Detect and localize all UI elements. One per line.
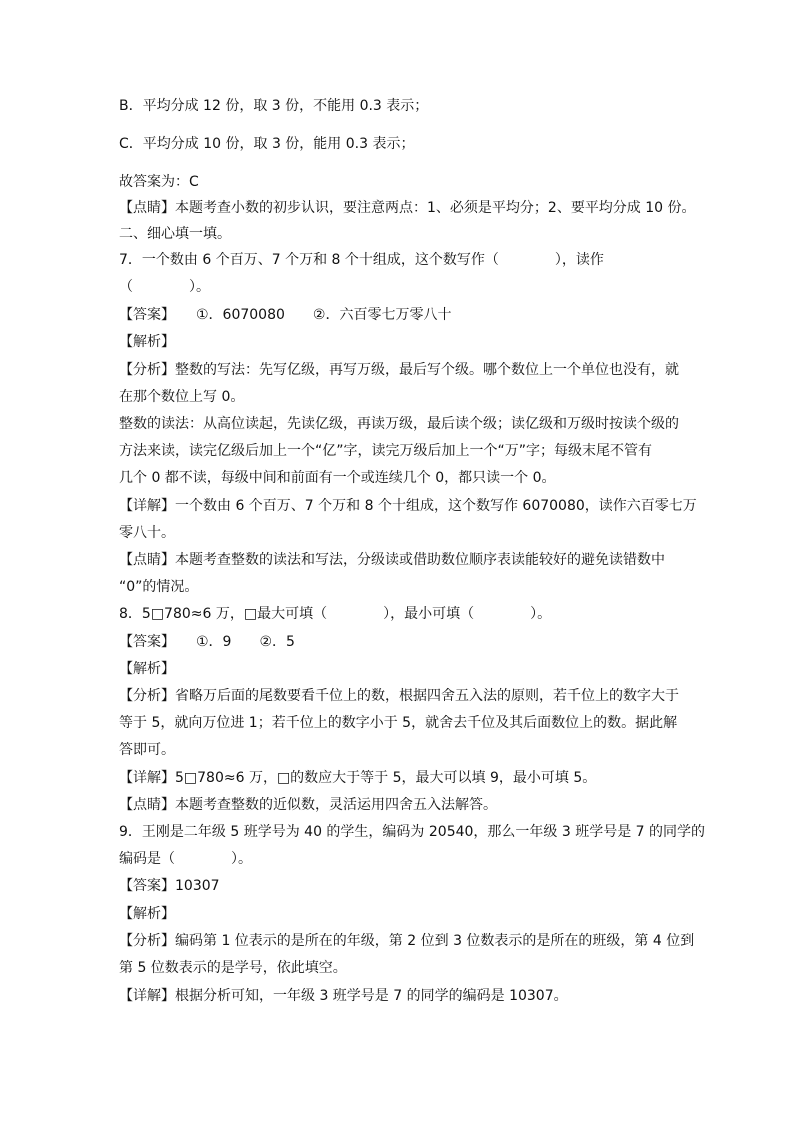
section-heading: 二、细心填一填。 [119, 226, 231, 242]
key-point-line: 【点睛】本题考查小数的初步认识，要注意两点：1、必须是平均分；2、要平均分成 10 份。 [119, 200, 696, 216]
q8-analysis-label: 【解析】 [119, 661, 175, 677]
option-c-line: C．平均分成 10 份，取 3 份，能用 0.3 表示； [119, 136, 415, 152]
q7-answer: 【答案】 ①．6070080 ②．六百零七万零八十 [119, 307, 452, 323]
q7-analysis-line-4: 方法来读，读完亿级后加上一个“亿”字，读完万级后加上一个“万”字；每级末尾不管有 [119, 443, 653, 459]
q7-analysis-line-1: 【分析】整数的写法：先写亿级，再写万级，最后写个级。哪个数位上一个单位也没有，就 [119, 362, 679, 378]
q9-analysis-label: 【解析】 [119, 906, 175, 922]
question-8: 8．5□780≈6 万，□最大可填（ ），最小可填（ ）。 [119, 606, 552, 622]
question-7-line-1: 7．一个数由 6 个百万、7 个万和 8 个十组成，这个数写作（ ），读作 [119, 252, 604, 268]
q9-detail: 【详解】根据分析可知，一年级 3 班学号是 7 的同学的编码是 10307。 [119, 988, 568, 1004]
question-7-line-2: （ ）。 [119, 279, 210, 295]
q7-key-point-line-2: “0”的情况。 [119, 579, 199, 595]
q8-analysis-line-2: 等于 5，就向万位进 1；若千位上的数字小于 5，就舍去千位及其后面数位上的数。据此解 [119, 715, 678, 731]
q9-analysis-line-2: 第 5 位数表示的是学号，依此填空。 [119, 960, 347, 976]
q7-analysis-label: 【解析】 [119, 334, 175, 350]
option-b-line: B．平均分成 12 份，取 3 份，不能用 0.3 表示； [119, 98, 429, 114]
q7-detail-line-1: 【详解】一个数由 6 个百万、7 个万和 8 个十组成，这个数写作 6070080，读作六百零七万 [119, 498, 697, 514]
q7-analysis-line-5: 几个 0 都不读，每级中间和前面有一个或连续几个 0，都只读一个 0。 [119, 470, 556, 486]
q7-key-point-line-1: 【点睛】本题考查整数的读法和写法，分级读或借助数位顺序表读能较好的避免读错数中 [119, 552, 665, 568]
q8-answer: 【答案】 ①．9 ②．5 [119, 634, 295, 650]
q7-analysis-line-3: 整数的读法：从高位读起，先读亿级，再读万级，最后读个级；读亿级和万级时按读个级的 [119, 416, 679, 432]
q7-detail-line-2: 零八十。 [119, 525, 175, 541]
q9-analysis-line-1: 【分析】编码第 1 位表示的是所在的年级，第 2 位到 3 位数表示的是所在的班级，第 4 位到 [119, 933, 695, 949]
q8-analysis-line-3: 答即可。 [119, 742, 175, 758]
q8-analysis-line-1: 【分析】省略万后面的尾数要看千位上的数，根据四舍五入法的原则，若千位上的数字大于 [119, 688, 679, 704]
q8-key-point: 【点睛】本题考查整数的近似数，灵活运用四舍五入法解答。 [119, 797, 497, 813]
q7-analysis-line-2: 在那个数位上写 0。 [119, 389, 245, 405]
question-9-line-2: 编码是（ ）。 [119, 851, 252, 867]
answer-conclusion: 故答案为：C [119, 174, 199, 190]
q8-detail: 【详解】5□780≈6 万，□的数应大于等于 5，最大可以填 9，最小可填 5。 [119, 770, 597, 786]
question-9-line-1: 9．王刚是二年级 5 班学号为 40 的学生，编码为 20540，那么一年级 3 班学号是 7 的同学的 [119, 824, 706, 840]
q9-answer: 【答案】10307 [119, 878, 220, 894]
